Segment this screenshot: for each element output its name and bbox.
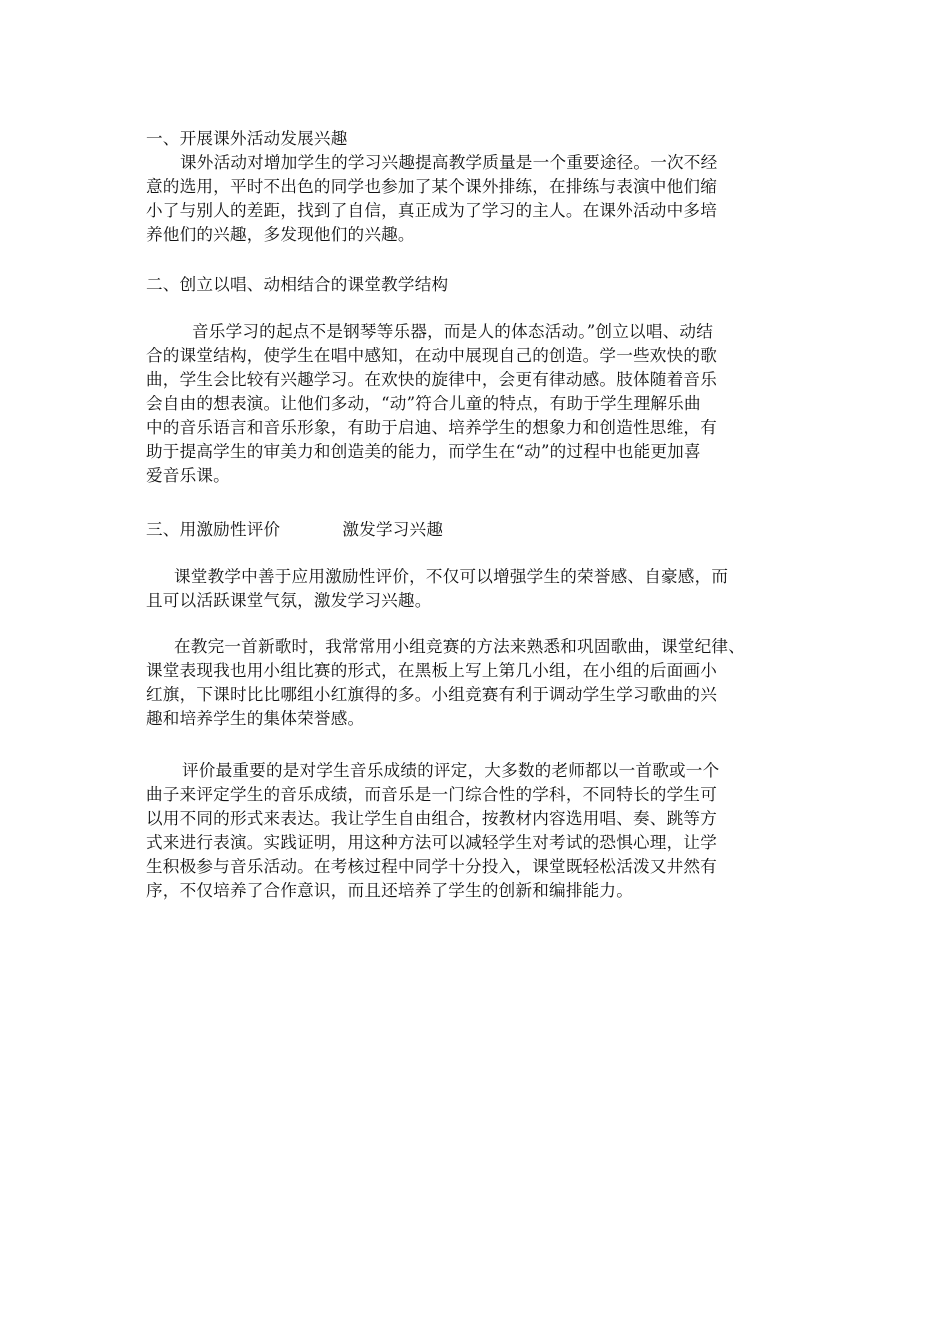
paragraph-line: 中的音乐语言和音乐形象，有助于启迪、培养学生的想象力和创造性思维，有: [146, 418, 717, 437]
paragraph-line: 曲，学生会比较有兴趣学习。在欢快的旋律中，会更有律动感。肢体随着音乐: [146, 370, 717, 389]
section-3-paragraph-2: [146, 635, 745, 731]
paragraph-line: 以用不同的形式来表达。我让学生自由组合，按教材内容选用唱、奏、跳等方: [146, 809, 717, 828]
section-heading-1: 一、开展课外活动发展兴趣: [146, 129, 348, 148]
paragraph-line: 趣和培养学生的集体荣誉感。: [146, 709, 365, 728]
section-heading-2: 二、创立以唱、动相结合的课堂教学结构: [146, 275, 449, 294]
paragraph-line: 序，不仅培养了合作意识，而且还培养了学生的创新和编排能力。: [146, 881, 634, 900]
section-3-paragraph-1: [146, 565, 728, 613]
paragraph-line: 合的课堂结构，使学生在唱中感知，在动中展现自己的创造。学一些欢快的歌: [146, 346, 717, 365]
section-3-paragraph-3: [146, 759, 719, 903]
section-3: [146, 518, 443, 542]
paragraph-line: 会自由的想表演。让他们多动，“动”符合儿童的特点，有助于学生理解乐曲: [146, 394, 701, 413]
section-heading-3: [146, 518, 443, 542]
paragraph-line: 助于提高学生的审美力和创造美的能力，而学生在“动”的过程中也能更加喜: [146, 442, 701, 461]
paragraph-line: 意的选用，平时不出色的同学也参加了某个课外排练，在排练与表演中他们缩: [146, 177, 717, 196]
section-heading-3-part-b: 激发学习兴趣: [342, 520, 444, 539]
section-2: [146, 273, 448, 297]
paragraph-line: 式来进行表演。实践证明，用这种方法可以减轻学生对考试的恐惧心理，让学: [146, 833, 717, 852]
paragraph-line: 在教完一首新歌时，我常常用小组竞赛的方法来熟悉和巩固歌曲，课堂纪律、: [174, 637, 745, 656]
paragraph-line: 课堂表现我也用小组比赛的形式，在黑板上写上第几小组，在小组的后面画小: [146, 661, 717, 680]
paragraph-line: 小了与别人的差距，找到了自信，真正成为了学习的主人。在课外活动中多培: [146, 201, 717, 220]
section-2-paragraph: [146, 320, 717, 488]
paragraph-line: 评价最重要的是对学生音乐成绩的评定，大多数的老师都以一首歌或一个: [182, 761, 720, 780]
paragraph-line: 且可以活跃课堂气氛，激发学习兴趣。: [146, 591, 432, 610]
section-1: [146, 127, 717, 247]
paragraph-line: 曲子来评定学生的音乐成绩，而音乐是一门综合性的学科，不同特长的学生可: [146, 785, 717, 804]
paragraph-line: 课外活动对增加学生的学习兴趣提高教学质量是一个重要途径。一次不经: [180, 153, 718, 172]
paragraph-line: 养他们的兴趣，多发现他们的兴趣。: [146, 225, 415, 244]
paragraph-line: 爱音乐课。: [146, 466, 230, 485]
paragraph-line: 生积极参与音乐活动。在考核过程中同学十分投入，课堂既轻松活泼又井然有: [146, 857, 717, 876]
paragraph-line: 课堂教学中善于应用激励性评价，不仅可以增强学生的荣誉感、自豪感，而: [174, 567, 729, 586]
section-heading-3-part-a: 三、用激励性评价: [146, 520, 281, 539]
paragraph-line: 红旗，下课时比比哪组小红旗得的多。小组竞赛有利于调动学生学习歌曲的兴: [146, 685, 717, 704]
paragraph-line: 音乐学习的起点不是钢琴等乐器，而是人的体态活动。”创立以唱、动结: [192, 322, 713, 341]
